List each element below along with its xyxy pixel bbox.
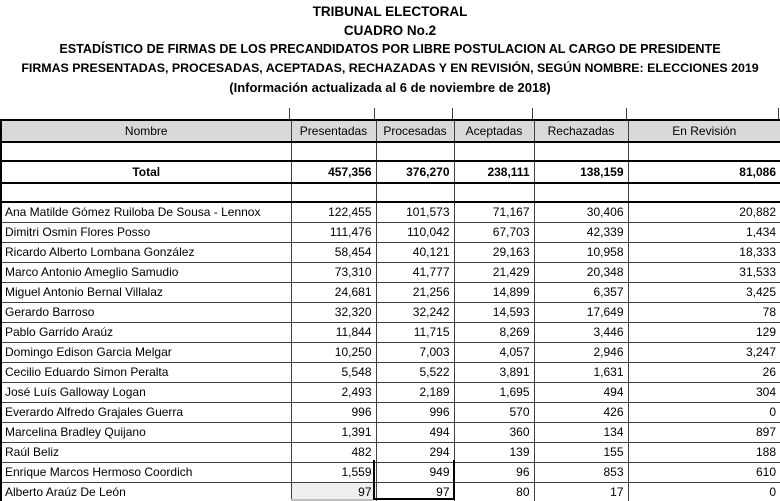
value-cell[interactable]: 32,242 xyxy=(376,302,454,322)
candidate-name-cell[interactable]: Pablo Garrido Araúz xyxy=(1,322,291,342)
gridline-stub xyxy=(289,108,290,119)
empty-cell[interactable] xyxy=(1,142,291,161)
total-value-cell[interactable]: 376,270 xyxy=(376,161,454,183)
value-cell[interactable]: 101,573 xyxy=(376,202,454,222)
value-cell[interactable]: 8,269 xyxy=(454,322,534,342)
value-cell[interactable]: 10,250 xyxy=(291,342,376,362)
column-header-rechazadas[interactable]: Rechazadas xyxy=(534,120,628,142)
gridline-stub xyxy=(626,108,627,119)
gridline-stub xyxy=(374,108,375,119)
value-cell[interactable]: 26 xyxy=(628,362,780,382)
document-update-note: (Información actualizada al 6 de noviembre de 2018) xyxy=(229,80,551,95)
value-cell[interactable]: 31,533 xyxy=(628,262,780,282)
empty-cell[interactable] xyxy=(376,183,454,202)
table-row xyxy=(1,442,780,462)
value-cell[interactable]: 129 xyxy=(628,322,780,342)
total-value-cell[interactable]: 457,356 xyxy=(291,161,376,183)
value-cell[interactable]: 2,493 xyxy=(291,382,376,402)
value-cell[interactable]: 111,476 xyxy=(291,222,376,242)
value-cell[interactable]: 67,703 xyxy=(454,222,534,242)
value-cell[interactable]: 21,256 xyxy=(376,282,454,302)
value-cell[interactable]: 21,429 xyxy=(454,262,534,282)
table-row xyxy=(1,362,780,382)
value-cell[interactable]: 30,406 xyxy=(534,202,628,222)
candidate-name-cell[interactable]: Cecilio Eduardo Simon Peralta xyxy=(1,362,291,382)
table-row xyxy=(1,242,780,262)
value-cell[interactable]: 11,844 xyxy=(291,322,376,342)
table-row xyxy=(1,282,780,302)
value-cell[interactable]: 41,777 xyxy=(376,262,454,282)
value-cell[interactable]: 40,121 xyxy=(376,242,454,262)
value-cell[interactable]: 0 xyxy=(628,402,780,422)
value-cell[interactable]: 996 xyxy=(291,402,376,422)
table-header xyxy=(1,120,780,142)
table-row xyxy=(1,222,780,242)
candidate-name-cell[interactable]: Marco Antonio Ameglio Samudio xyxy=(1,262,291,282)
value-cell[interactable]: 96 xyxy=(454,462,534,482)
value-cell[interactable]: 1,559 xyxy=(291,462,376,482)
candidate-name-cell[interactable]: Domingo Edison Garcia Melgar xyxy=(1,342,291,362)
empty-cell[interactable] xyxy=(628,142,780,161)
value-cell[interactable]: 853 xyxy=(534,462,628,482)
total-label-cell[interactable]: Total xyxy=(1,161,291,183)
value-cell[interactable]: 4,057 xyxy=(454,342,534,362)
value-cell[interactable]: 134 xyxy=(534,422,628,442)
header-row xyxy=(1,120,780,142)
signatures-table xyxy=(0,119,780,501)
value-cell[interactable]: 42,339 xyxy=(534,222,628,242)
total-value-cell[interactable]: 81,086 xyxy=(628,161,780,183)
value-cell[interactable]: 949 xyxy=(376,462,454,482)
total-row xyxy=(1,161,780,183)
value-cell[interactable]: 3,891 xyxy=(454,362,534,382)
value-cell[interactable]: 0 xyxy=(628,482,780,501)
value-cell[interactable]: 1,695 xyxy=(454,382,534,402)
value-cell[interactable]: 139 xyxy=(454,442,534,462)
spacer-row xyxy=(1,183,780,202)
gridline-stub xyxy=(532,108,533,119)
value-cell[interactable]: 17,649 xyxy=(534,302,628,322)
value-cell[interactable]: 80 xyxy=(454,482,534,501)
value-cell[interactable]: 155 xyxy=(534,442,628,462)
empty-cell[interactable] xyxy=(454,183,534,202)
value-cell[interactable]: 1,434 xyxy=(628,222,780,242)
empty-cell[interactable] xyxy=(628,183,780,202)
value-cell[interactable]: 20,348 xyxy=(534,262,628,282)
column-header-nombre[interactable]: Nombre xyxy=(1,120,291,142)
document-heading-2: FIRMAS PRESENTADAS, PROCESADAS, ACEPTADAS, RECHAZADAS Y EN REVISIÓN, SEGÚN NOMBRE: ELECCIONES 2019 xyxy=(21,61,759,75)
value-cell[interactable]: 20,882 xyxy=(628,202,780,222)
value-cell[interactable]: 5,548 xyxy=(291,362,376,382)
total-value-cell[interactable]: 138,159 xyxy=(534,161,628,183)
value-cell[interactable]: 7,003 xyxy=(376,342,454,362)
value-cell[interactable]: 5,522 xyxy=(376,362,454,382)
gridline-stub xyxy=(778,108,779,119)
candidate-name-cell[interactable]: Ricardo Alberto Lombana González xyxy=(1,242,291,262)
value-cell[interactable]: 32,320 xyxy=(291,302,376,322)
candidate-name-cell[interactable]: Enrique Marcos Hermoso Coordich xyxy=(1,462,291,482)
table-row xyxy=(1,342,780,362)
value-cell[interactable]: 14,593 xyxy=(454,302,534,322)
value-cell[interactable]: 2,946 xyxy=(534,342,628,362)
table-row xyxy=(1,302,780,322)
value-cell[interactable]: 494 xyxy=(376,422,454,442)
value-cell[interactable]: 426 xyxy=(534,402,628,422)
candidate-name-cell[interactable]: Gerardo Barroso xyxy=(1,302,291,322)
value-cell[interactable]: 97 xyxy=(291,482,376,501)
value-cell[interactable]: 3,425 xyxy=(628,282,780,302)
value-cell[interactable]: 1,631 xyxy=(534,362,628,382)
empty-cell[interactable] xyxy=(291,183,376,202)
table-row xyxy=(1,382,780,402)
empty-cell[interactable] xyxy=(291,142,376,161)
table-row xyxy=(1,482,780,501)
value-cell[interactable]: 122,455 xyxy=(291,202,376,222)
value-cell[interactable]: 610 xyxy=(628,462,780,482)
value-cell[interactable]: 73,310 xyxy=(291,262,376,282)
value-cell[interactable]: 58,454 xyxy=(291,242,376,262)
total-value-cell[interactable]: 238,111 xyxy=(454,161,534,183)
candidate-name-cell[interactable]: Miguel Antonio Bernal Villalaz xyxy=(1,282,291,302)
column-header-en-revision[interactable]: En Revisión xyxy=(628,120,780,142)
empty-cell[interactable] xyxy=(534,142,628,161)
table-row xyxy=(1,202,780,222)
table-row xyxy=(1,262,780,282)
value-cell[interactable]: 29,163 xyxy=(454,242,534,262)
candidate-name-cell[interactable]: Marcelina Bradley Quijano xyxy=(1,422,291,442)
value-cell[interactable]: 897 xyxy=(628,422,780,442)
value-cell[interactable]: 110,042 xyxy=(376,222,454,242)
column-header-presentadas[interactable]: Presentadas xyxy=(291,120,376,142)
value-cell[interactable]: 97 xyxy=(376,482,454,501)
value-cell[interactable]: 494 xyxy=(534,382,628,402)
value-cell[interactable]: 996 xyxy=(376,402,454,422)
table-row xyxy=(1,322,780,342)
value-cell[interactable]: 71,167 xyxy=(454,202,534,222)
document-subtitle: CUADRO No.2 xyxy=(343,23,437,38)
candidate-name-cell[interactable]: Raúl Beliz xyxy=(1,442,291,462)
value-cell[interactable]: 294 xyxy=(376,442,454,462)
value-cell[interactable]: 360 xyxy=(454,422,534,442)
candidate-name-cell[interactable]: Dimitri Osmin Flores Posso xyxy=(1,222,291,242)
empty-cell[interactable] xyxy=(454,142,534,161)
table-row xyxy=(1,422,780,442)
document-heading-1: ESTADÍSTICO DE FIRMAS DE LOS PRECANDIDATOS POR LIBRE POSTULACION AL CARGO DE PRESIDENTE xyxy=(59,42,721,56)
value-cell[interactable]: 17 xyxy=(534,482,628,501)
value-cell[interactable]: 304 xyxy=(628,382,780,402)
candidate-name-cell[interactable]: Everardo Alfredo Grajales Guerra xyxy=(1,402,291,422)
column-header-procesadas[interactable]: Procesadas xyxy=(376,120,454,142)
value-cell[interactable]: 3,446 xyxy=(534,322,628,342)
column-header-aceptadas[interactable]: Aceptadas xyxy=(454,120,534,142)
value-cell[interactable]: 188 xyxy=(628,442,780,462)
value-cell[interactable]: 24,681 xyxy=(291,282,376,302)
value-cell[interactable]: 482 xyxy=(291,442,376,462)
document-header xyxy=(0,2,780,97)
spacer-row xyxy=(1,142,780,161)
value-cell[interactable]: 11,715 xyxy=(376,322,454,342)
empty-cell[interactable] xyxy=(376,142,454,161)
value-cell[interactable]: 14,899 xyxy=(454,282,534,302)
candidate-name-cell[interactable]: Alberto Araúz De León xyxy=(1,482,291,501)
value-cell[interactable]: 3,247 xyxy=(628,342,780,362)
value-cell[interactable]: 18,333 xyxy=(628,242,780,262)
table-row xyxy=(1,402,780,422)
empty-cell[interactable] xyxy=(534,183,628,202)
value-cell[interactable]: 10,958 xyxy=(534,242,628,262)
empty-cell[interactable] xyxy=(1,183,291,202)
value-cell[interactable]: 6,357 xyxy=(534,282,628,302)
candidate-name-cell[interactable]: José Luís Galloway Logan xyxy=(1,382,291,402)
gridline-stub xyxy=(452,108,453,119)
value-cell[interactable]: 1,391 xyxy=(291,422,376,442)
table-row xyxy=(1,462,780,482)
value-cell[interactable]: 78 xyxy=(628,302,780,322)
document-title: TRIBUNAL ELECTORAL xyxy=(312,4,468,19)
candidate-name-cell[interactable]: Ana Matilde Gómez Ruiloba De Sousa - Lennox xyxy=(1,202,291,222)
value-cell[interactable]: 2,189 xyxy=(376,382,454,402)
value-cell[interactable]: 570 xyxy=(454,402,534,422)
